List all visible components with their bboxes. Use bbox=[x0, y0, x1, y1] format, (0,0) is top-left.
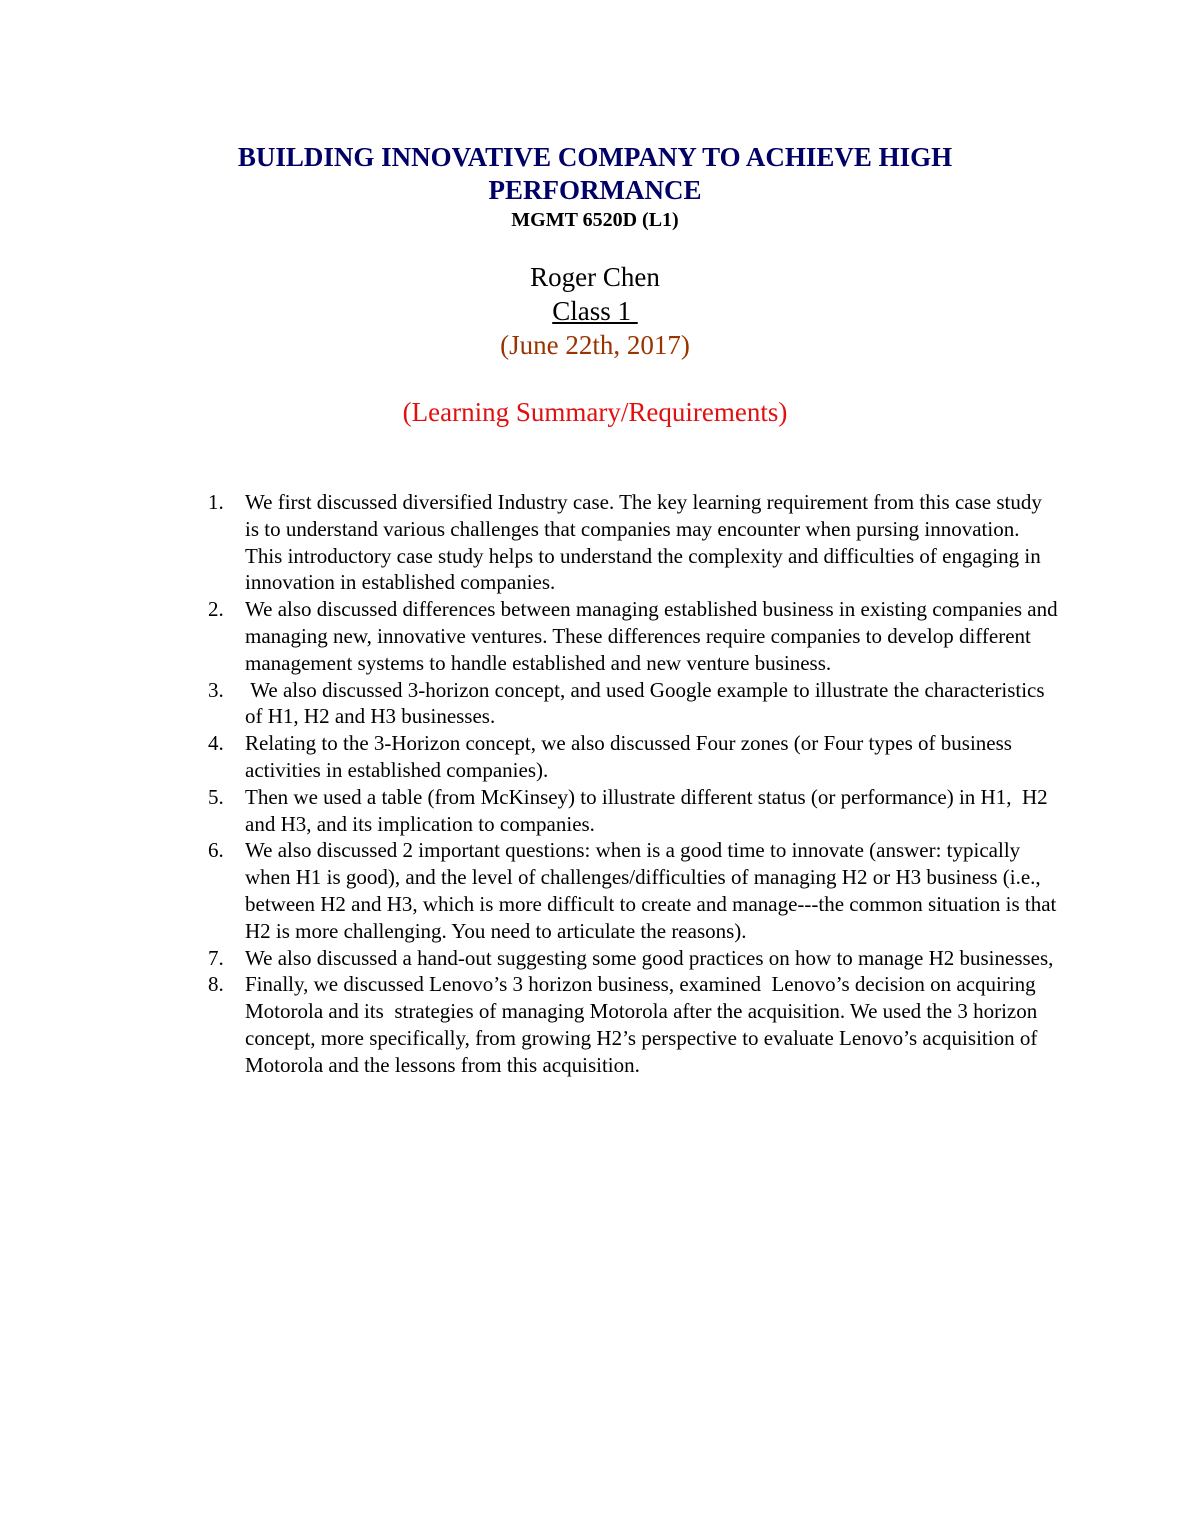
author-name: Roger Chen bbox=[530, 262, 660, 292]
list-item-number: 2. bbox=[208, 597, 224, 622]
class-label bbox=[0, 294, 1190, 328]
list-item-text: We also discussed 3-horizon concept, and used Google example to illustrate the characteristics of H1, H2 and H3 businesses. bbox=[245, 677, 1050, 729]
list-item-text: Relating to the 3-Horizon concept, we also discussed Four zones (or Four types of business activities in established companies). bbox=[245, 731, 1018, 782]
list-item-number: 7. bbox=[208, 945, 224, 970]
summary-list bbox=[208, 489, 1063, 1079]
list-item bbox=[208, 596, 1063, 676]
list-item-number: 5. bbox=[208, 784, 224, 809]
list-item bbox=[208, 971, 1058, 1078]
list-item-number: 3. bbox=[208, 677, 224, 702]
document-title: BUILDING INNOVATIVE COMPANY TO ACHIEVE HIGH PERFORMANCE bbox=[237, 142, 953, 205]
list-item bbox=[208, 945, 1058, 972]
list-item-number: 6. bbox=[208, 838, 224, 863]
class-date: (June 22th, 2017) bbox=[500, 330, 690, 360]
class-label-text: Class 1 bbox=[552, 296, 638, 326]
list-item bbox=[208, 677, 1058, 731]
summary-heading: (Learning Summary/Requirements) bbox=[402, 397, 788, 427]
list-item-number: 4. bbox=[208, 731, 224, 756]
list-item bbox=[208, 489, 1058, 596]
list-item-number: 8. bbox=[208, 972, 224, 997]
list-item-text: We also discussed differences between managing established business in existing companies and managing new, innovative ventures. These differences require companies to develop different management systems to handle established and new venture business. bbox=[245, 597, 1063, 675]
list-item bbox=[208, 730, 1058, 784]
list-item-text: Then we used a table (from McKinsey) to illustrate different status (or performance) in H1, H2 and H3, and its implication to companies. bbox=[245, 784, 1053, 836]
list-item-text: Finally, we discussed Lenovo’s 3 horizon business, examined Lenovo’s decision on acquiring Motorola and its strategies of managing Motorola after the acquisition. We used the 3 horizon concept, more specifically, from growing H2’s perspective to evaluate Lenovo’s acquisition of Motorola and the lessons from this acquisition. bbox=[245, 972, 1043, 1077]
list-item-number: 1. bbox=[208, 490, 224, 514]
list-item-text: We also discussed a hand-out suggesting some good practices on how to manage H2 businesses, bbox=[245, 945, 1054, 970]
list-item-text: We also discussed 2 important questions: when is a good time to innovate (answer: typically when H1 is good), and the level of challenges/difficulties of managing H2 or H3 business (i.e., between H2 and H3, which is more difficult to create and manage---the common situation is that H2 is more challenging. You need to articulate the reasons). bbox=[245, 838, 1062, 943]
list-item-text: We first discussed diversified Industry case. The key learning requirement from this case study is to understand various challenges that companies may encounter when pursing innovation. This introductory case study helps to understand the complexity and difficulties of engaging in innovation in established companies. bbox=[245, 490, 1048, 595]
list-item bbox=[208, 784, 1058, 838]
list-item bbox=[208, 837, 1062, 944]
course-code: MGMT 6520D (L1) bbox=[511, 209, 679, 231]
